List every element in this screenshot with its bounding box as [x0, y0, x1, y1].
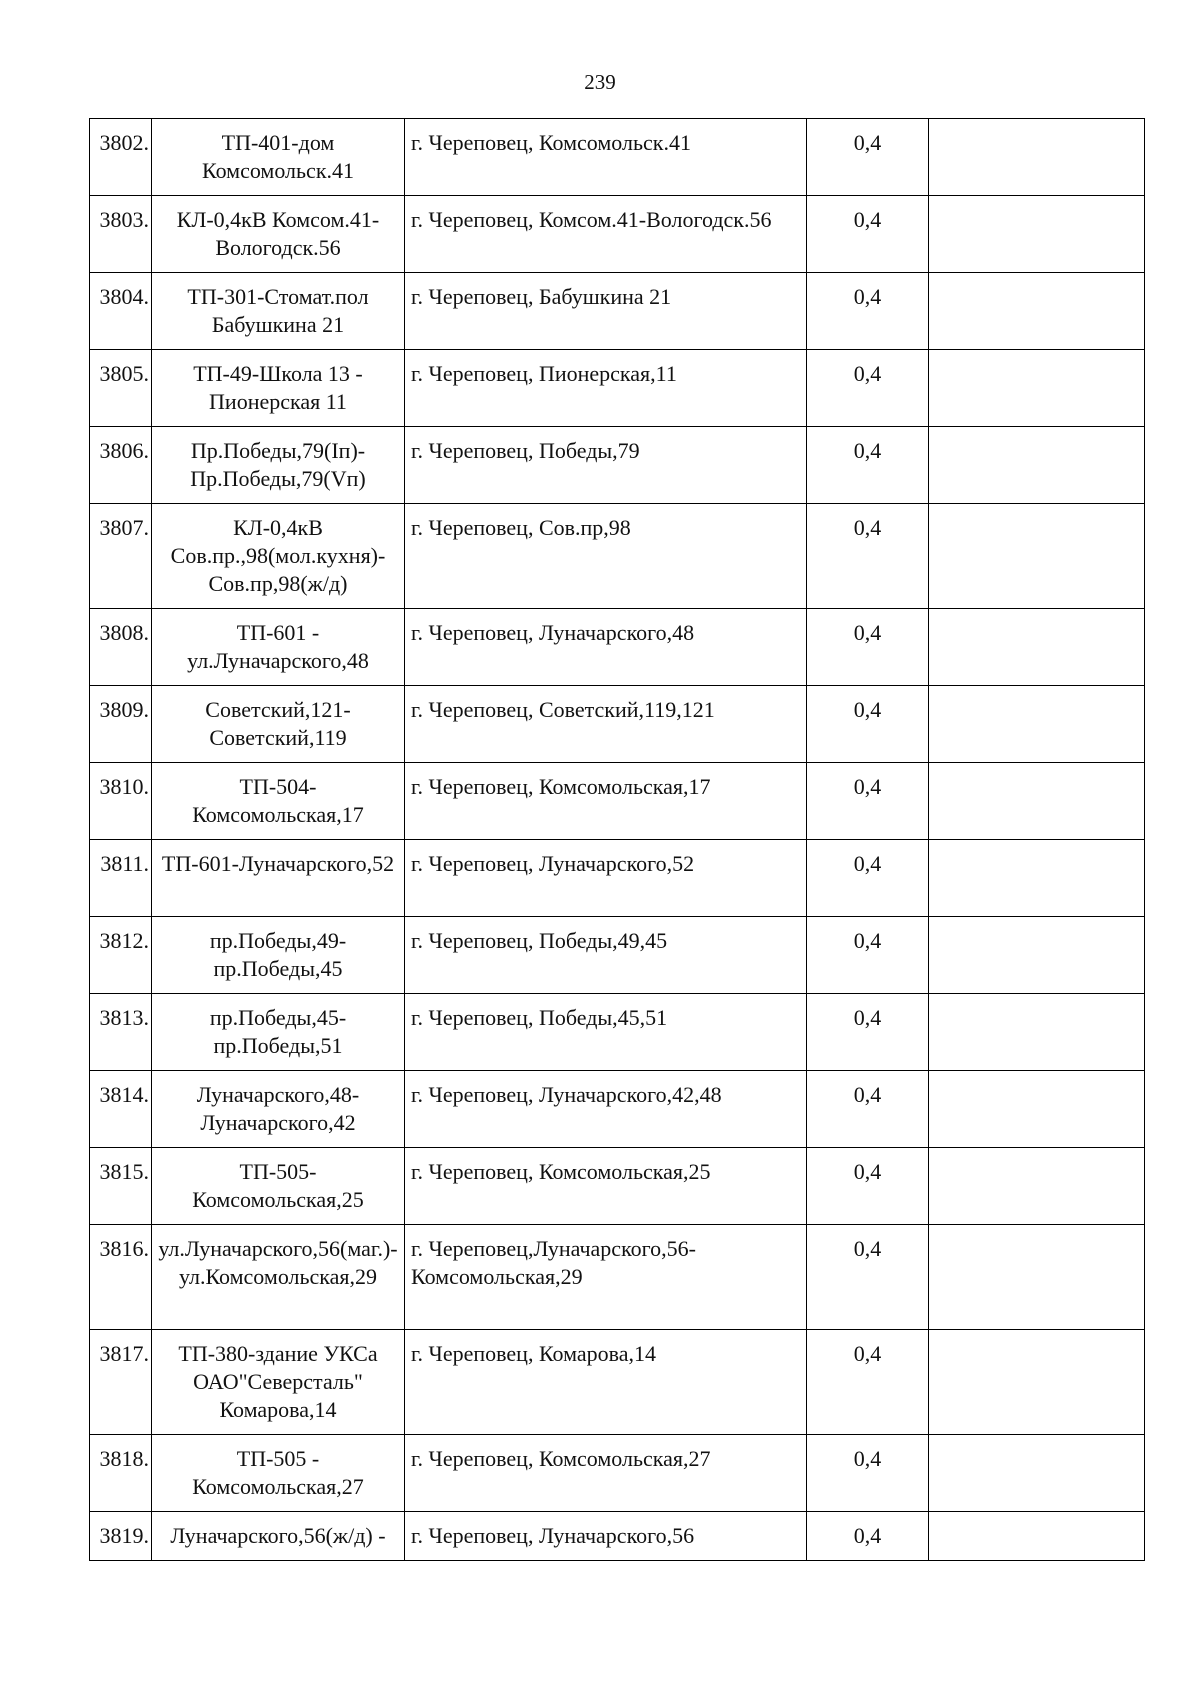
object-voltage: 0,4: [807, 1512, 929, 1561]
object-voltage: 0,4: [807, 196, 929, 273]
object-address: г. Череповец, Советский,119,121: [405, 686, 807, 763]
row-number: 3815.: [90, 1148, 152, 1225]
object-name: ТП-301-Стомат.пол Бабушкина 21: [152, 273, 405, 350]
object-voltage: 0,4: [807, 1330, 929, 1435]
object-name: КЛ-0,4кВ Комсом.41-Вологодск.56: [152, 196, 405, 273]
object-name: Луначарского,48-Луначарского,42: [152, 1071, 405, 1148]
table-row: [90, 1435, 1145, 1512]
object-note: [929, 273, 1145, 350]
object-note: [929, 1512, 1145, 1561]
row-number: 3816.: [90, 1225, 152, 1330]
object-note: [929, 994, 1145, 1071]
object-note: [929, 1071, 1145, 1148]
object-address: г. Череповец, Луначарского,52: [405, 840, 807, 917]
page-number: 239: [584, 70, 616, 94]
object-note: [929, 350, 1145, 427]
object-voltage: 0,4: [807, 504, 929, 609]
row-number: 3811.: [90, 840, 152, 917]
table-row: [90, 119, 1145, 196]
table-row: [90, 917, 1145, 994]
table-row: [90, 686, 1145, 763]
table-row: [90, 609, 1145, 686]
row-number: 3805.: [90, 350, 152, 427]
table-row: [90, 196, 1145, 273]
table-row: [90, 994, 1145, 1071]
object-name: Советский,121-Советский,119: [152, 686, 405, 763]
object-address: г. Череповец, Сов.пр,98: [405, 504, 807, 609]
row-number: 3814.: [90, 1071, 152, 1148]
table-row: [90, 763, 1145, 840]
object-note: [929, 1225, 1145, 1330]
object-name: ул.Луначарского,56(маг.)-ул.Комсомольская,29: [152, 1225, 405, 1330]
table-row: [90, 1225, 1145, 1330]
object-note: [929, 840, 1145, 917]
object-address: г. Череповец, Комсомольская,17: [405, 763, 807, 840]
object-voltage: 0,4: [807, 686, 929, 763]
object-name: ТП-49-Школа 13 - Пионерская 11: [152, 350, 405, 427]
object-address: г. Череповец, Комсом.41-Вологодск.56: [405, 196, 807, 273]
object-voltage: 0,4: [807, 840, 929, 917]
row-number: 3802.: [90, 119, 152, 196]
object-address: г. Череповец, Комарова,14: [405, 1330, 807, 1435]
object-voltage: 0,4: [807, 1435, 929, 1512]
table-row: [90, 273, 1145, 350]
object-voltage: 0,4: [807, 994, 929, 1071]
object-address: г. Череповец, Комсомольская,25: [405, 1148, 807, 1225]
object-address: г. Череповец, Луначарского,48: [405, 609, 807, 686]
row-number: 3810.: [90, 763, 152, 840]
object-name: ТП-504-Комсомольская,17: [152, 763, 405, 840]
row-number: 3808.: [90, 609, 152, 686]
table-row: [90, 350, 1145, 427]
object-name: ТП-601 - ул.Луначарского,48: [152, 609, 405, 686]
object-voltage: 0,4: [807, 1225, 929, 1330]
row-number: 3809.: [90, 686, 152, 763]
object-address: г. Череповец, Комсомольск.41: [405, 119, 807, 196]
object-note: [929, 1435, 1145, 1512]
object-note: [929, 917, 1145, 994]
object-address: г. Череповец,Луначарского,56-Комсомольская,29: [405, 1225, 807, 1330]
object-name: пр.Победы,45-пр.Победы,51: [152, 994, 405, 1071]
row-number: 3806.: [90, 427, 152, 504]
objects-table: [89, 118, 1145, 1561]
object-voltage: 0,4: [807, 917, 929, 994]
row-number: 3812.: [90, 917, 152, 994]
object-voltage: 0,4: [807, 427, 929, 504]
object-address: г. Череповец, Луначарского,56: [405, 1512, 807, 1561]
object-name: ТП-380-здание УКСа ОАО"Северсталь" Комарова,14: [152, 1330, 405, 1435]
object-note: [929, 686, 1145, 763]
object-note: [929, 1148, 1145, 1225]
object-voltage: 0,4: [807, 1071, 929, 1148]
object-address: г. Череповец, Луначарского,42,48: [405, 1071, 807, 1148]
object-address: г. Череповец, Пионерская,11: [405, 350, 807, 427]
object-note: [929, 504, 1145, 609]
object-note: [929, 763, 1145, 840]
row-number: 3817.: [90, 1330, 152, 1435]
object-address: г. Череповец, Бабушкина 21: [405, 273, 807, 350]
object-name: ТП-601-Луначарского,52: [152, 840, 405, 917]
table-row: [90, 504, 1145, 609]
object-voltage: 0,4: [807, 350, 929, 427]
object-name: пр.Победы,49-пр.Победы,45: [152, 917, 405, 994]
object-voltage: 0,4: [807, 273, 929, 350]
object-voltage: 0,4: [807, 119, 929, 196]
table-row: [90, 1148, 1145, 1225]
table-row: [90, 840, 1145, 917]
object-voltage: 0,4: [807, 609, 929, 686]
row-number: 3819.: [90, 1512, 152, 1561]
object-address: г. Череповец, Победы,49,45: [405, 917, 807, 994]
table-row: [90, 1071, 1145, 1148]
object-address: г. Череповец, Комсомольская,27: [405, 1435, 807, 1512]
row-number: 3804.: [90, 273, 152, 350]
table-row: [90, 1330, 1145, 1435]
object-note: [929, 1330, 1145, 1435]
table-row: [90, 1512, 1145, 1561]
row-number: 3818.: [90, 1435, 152, 1512]
row-number: 3813.: [90, 994, 152, 1071]
object-note: [929, 119, 1145, 196]
object-name: ТП-505-Комсомольская,25: [152, 1148, 405, 1225]
object-note: [929, 196, 1145, 273]
row-number: 3803.: [90, 196, 152, 273]
object-name: ТП-505 - Комсомольская,27: [152, 1435, 405, 1512]
object-voltage: 0,4: [807, 763, 929, 840]
row-number: 3807.: [90, 504, 152, 609]
object-name: Луначарского,56(ж/д) -: [152, 1512, 405, 1561]
object-name: Пр.Победы,79(Iп)-Пр.Победы,79(Vп): [152, 427, 405, 504]
object-address: г. Череповец, Победы,79: [405, 427, 807, 504]
object-address: г. Череповец, Победы,45,51: [405, 994, 807, 1071]
object-name: КЛ-0,4кВ Сов.пр.,98(мол.кухня)-Сов.пр,98(ж/д): [152, 504, 405, 609]
object-voltage: 0,4: [807, 1148, 929, 1225]
table-row: [90, 427, 1145, 504]
object-note: [929, 609, 1145, 686]
object-name: ТП-401-дом Комсомольск.41: [152, 119, 405, 196]
object-note: [929, 427, 1145, 504]
